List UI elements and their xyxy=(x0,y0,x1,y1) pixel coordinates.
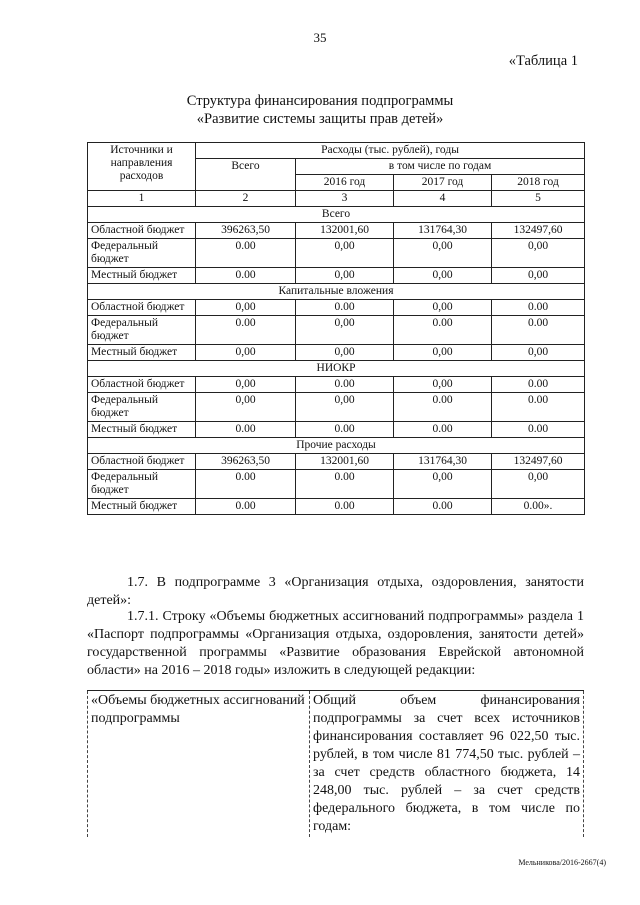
table-row xyxy=(88,393,585,422)
row-value: 0.00 xyxy=(296,422,394,438)
row-value: 0.00 xyxy=(196,470,296,499)
row-value: 0.00 xyxy=(296,377,394,393)
row-label: Местный бюджет xyxy=(88,422,196,438)
row-label: Местный бюджет xyxy=(88,345,196,361)
row-value: 132497,60 xyxy=(492,454,585,470)
header-expenses: Расходы (тыс. рублей), годы xyxy=(196,143,585,159)
footer-reference: Мельникова/2016-2667(4) xyxy=(518,858,606,867)
row-value: 0.00 xyxy=(394,422,492,438)
row-value: 132497,60 xyxy=(492,223,585,239)
header-year-2016: 2016 год xyxy=(296,175,394,191)
row-value: 0,00 xyxy=(492,239,585,268)
row-value: 0,00 xyxy=(196,300,296,316)
row-value: 0,00 xyxy=(394,239,492,268)
table-title xyxy=(0,92,640,128)
table-row xyxy=(88,300,585,316)
table-title-line-1: Структура финансирования подпрограммы xyxy=(186,93,454,109)
row-value: 0,00 xyxy=(296,239,394,268)
row-value: 0,00 xyxy=(394,470,492,499)
row-value: 0,00 xyxy=(492,345,585,361)
row-value: 0.00 xyxy=(196,499,296,515)
passport-row xyxy=(88,691,584,838)
col-number-4: 4 xyxy=(394,191,492,207)
row-value: 0.00 xyxy=(296,470,394,499)
section-header-row xyxy=(88,361,585,377)
row-value: 0,00 xyxy=(296,393,394,422)
section-header-row xyxy=(88,438,585,454)
row-value: 0.00 xyxy=(296,300,394,316)
section-header-row xyxy=(88,207,585,223)
row-label: Областной бюджет xyxy=(88,223,196,239)
passport-table xyxy=(87,690,584,837)
row-value: 0,00 xyxy=(196,393,296,422)
header-year-2018: 2018 год xyxy=(492,175,585,191)
row-value: 131764,30 xyxy=(394,223,492,239)
row-value: 0.00 xyxy=(492,422,585,438)
passport-row-label: «Объемы бюджетных ассигнований подпрограммы xyxy=(88,691,310,838)
row-value: 0,00 xyxy=(492,268,585,284)
table-row xyxy=(88,454,585,470)
row-value: 0,00 xyxy=(492,470,585,499)
col-number-3: 3 xyxy=(296,191,394,207)
financing-table xyxy=(87,142,585,515)
row-value: 0.00 xyxy=(196,268,296,284)
row-value: 0,00 xyxy=(196,345,296,361)
row-label: Областной бюджет xyxy=(88,300,196,316)
table-row xyxy=(88,470,585,499)
section-title: Прочие расходы xyxy=(88,438,585,454)
row-value: 0.00 xyxy=(492,377,585,393)
section-title: Всего xyxy=(88,207,585,223)
row-value: 0,00 xyxy=(394,300,492,316)
row-label: Местный бюджет xyxy=(88,268,196,284)
row-label: Федеральный бюджет xyxy=(88,393,196,422)
row-value: 0,00 xyxy=(296,316,394,345)
table-row xyxy=(88,223,585,239)
row-value: 132001,60 xyxy=(296,223,394,239)
row-label: Федеральный бюджет xyxy=(88,239,196,268)
row-value: 132001,60 xyxy=(296,454,394,470)
table-title-line-2: «Развитие системы защиты прав детей» xyxy=(196,111,444,127)
row-value: 0.00». xyxy=(492,499,585,515)
passport-row-value: Общий объем финансирования подпрограммы за счет всех источников финансирования составляет 96 022,50 тыс. рублей, в том числе 81 774,50 тыс. рублей – за счет средств областного бюджета, 14 248,00 тыс. рублей – за счет средств федерального бюджета, в том числе по годам: xyxy=(310,691,584,838)
row-value: 0,00 xyxy=(296,268,394,284)
table-row xyxy=(88,316,585,345)
table-row xyxy=(88,422,585,438)
row-value: 0.00 xyxy=(492,316,585,345)
header-sources: Источники и направления расходов xyxy=(88,143,196,191)
row-value: 0,00 xyxy=(196,377,296,393)
table-row xyxy=(88,239,585,268)
col-number-5: 5 xyxy=(492,191,585,207)
header-year-2017: 2017 год xyxy=(394,175,492,191)
table-row xyxy=(88,345,585,361)
row-value: 0.00 xyxy=(394,393,492,422)
page-number: 35 xyxy=(313,30,327,45)
row-value: 0,00 xyxy=(394,345,492,361)
header-by-years: в том числе по годам xyxy=(296,159,585,175)
row-value: 0.00 xyxy=(394,316,492,345)
col-number-1: 1 xyxy=(88,191,196,207)
paragraph-1-7-1: 1.7.1. Строку «Объемы бюджетных ассигнований подпрограммы» раздела 1 «Паспорт подпрограммы «Организация отдыха, оздоровления, занятости детей» государственной программы «Развитие образования Еврейской автономной области» на 2016 – 2018 годы» изложить в следующей редакции: xyxy=(87,609,584,678)
row-value: 396263,50 xyxy=(196,223,296,239)
paragraph-1-7: 1.7. В подпрограмме 3 «Организация отдыха, оздоровления, занятости детей»: xyxy=(87,575,584,608)
row-value: 0,00 xyxy=(394,377,492,393)
row-value: 0.00 xyxy=(196,422,296,438)
row-value: 131764,30 xyxy=(394,454,492,470)
row-label: Областной бюджет xyxy=(88,454,196,470)
header-total: Всего xyxy=(196,159,296,191)
section-title: Капитальные вложения xyxy=(88,284,585,300)
col-number-2: 2 xyxy=(196,191,296,207)
row-value: 0.00 xyxy=(492,393,585,422)
row-value: 0.00 xyxy=(296,499,394,515)
row-label: Федеральный бюджет xyxy=(88,470,196,499)
row-label: Местный бюджет xyxy=(88,499,196,515)
row-value: 0.00 xyxy=(394,499,492,515)
row-value: 396263,50 xyxy=(196,454,296,470)
table-label: «Таблица 1 xyxy=(508,53,578,69)
row-value: 0.00 xyxy=(196,239,296,268)
row-value: 0.00 xyxy=(492,300,585,316)
row-value: 0,00 xyxy=(296,345,394,361)
table-row xyxy=(88,499,585,515)
row-label: Областной бюджет xyxy=(88,377,196,393)
row-value: 0,00 xyxy=(394,268,492,284)
section-title: НИОКР xyxy=(88,361,585,377)
row-value: 0.00 xyxy=(196,316,296,345)
section-header-row xyxy=(88,284,585,300)
table-row xyxy=(88,377,585,393)
row-label: Федеральный бюджет xyxy=(88,316,196,345)
table-row xyxy=(88,268,585,284)
